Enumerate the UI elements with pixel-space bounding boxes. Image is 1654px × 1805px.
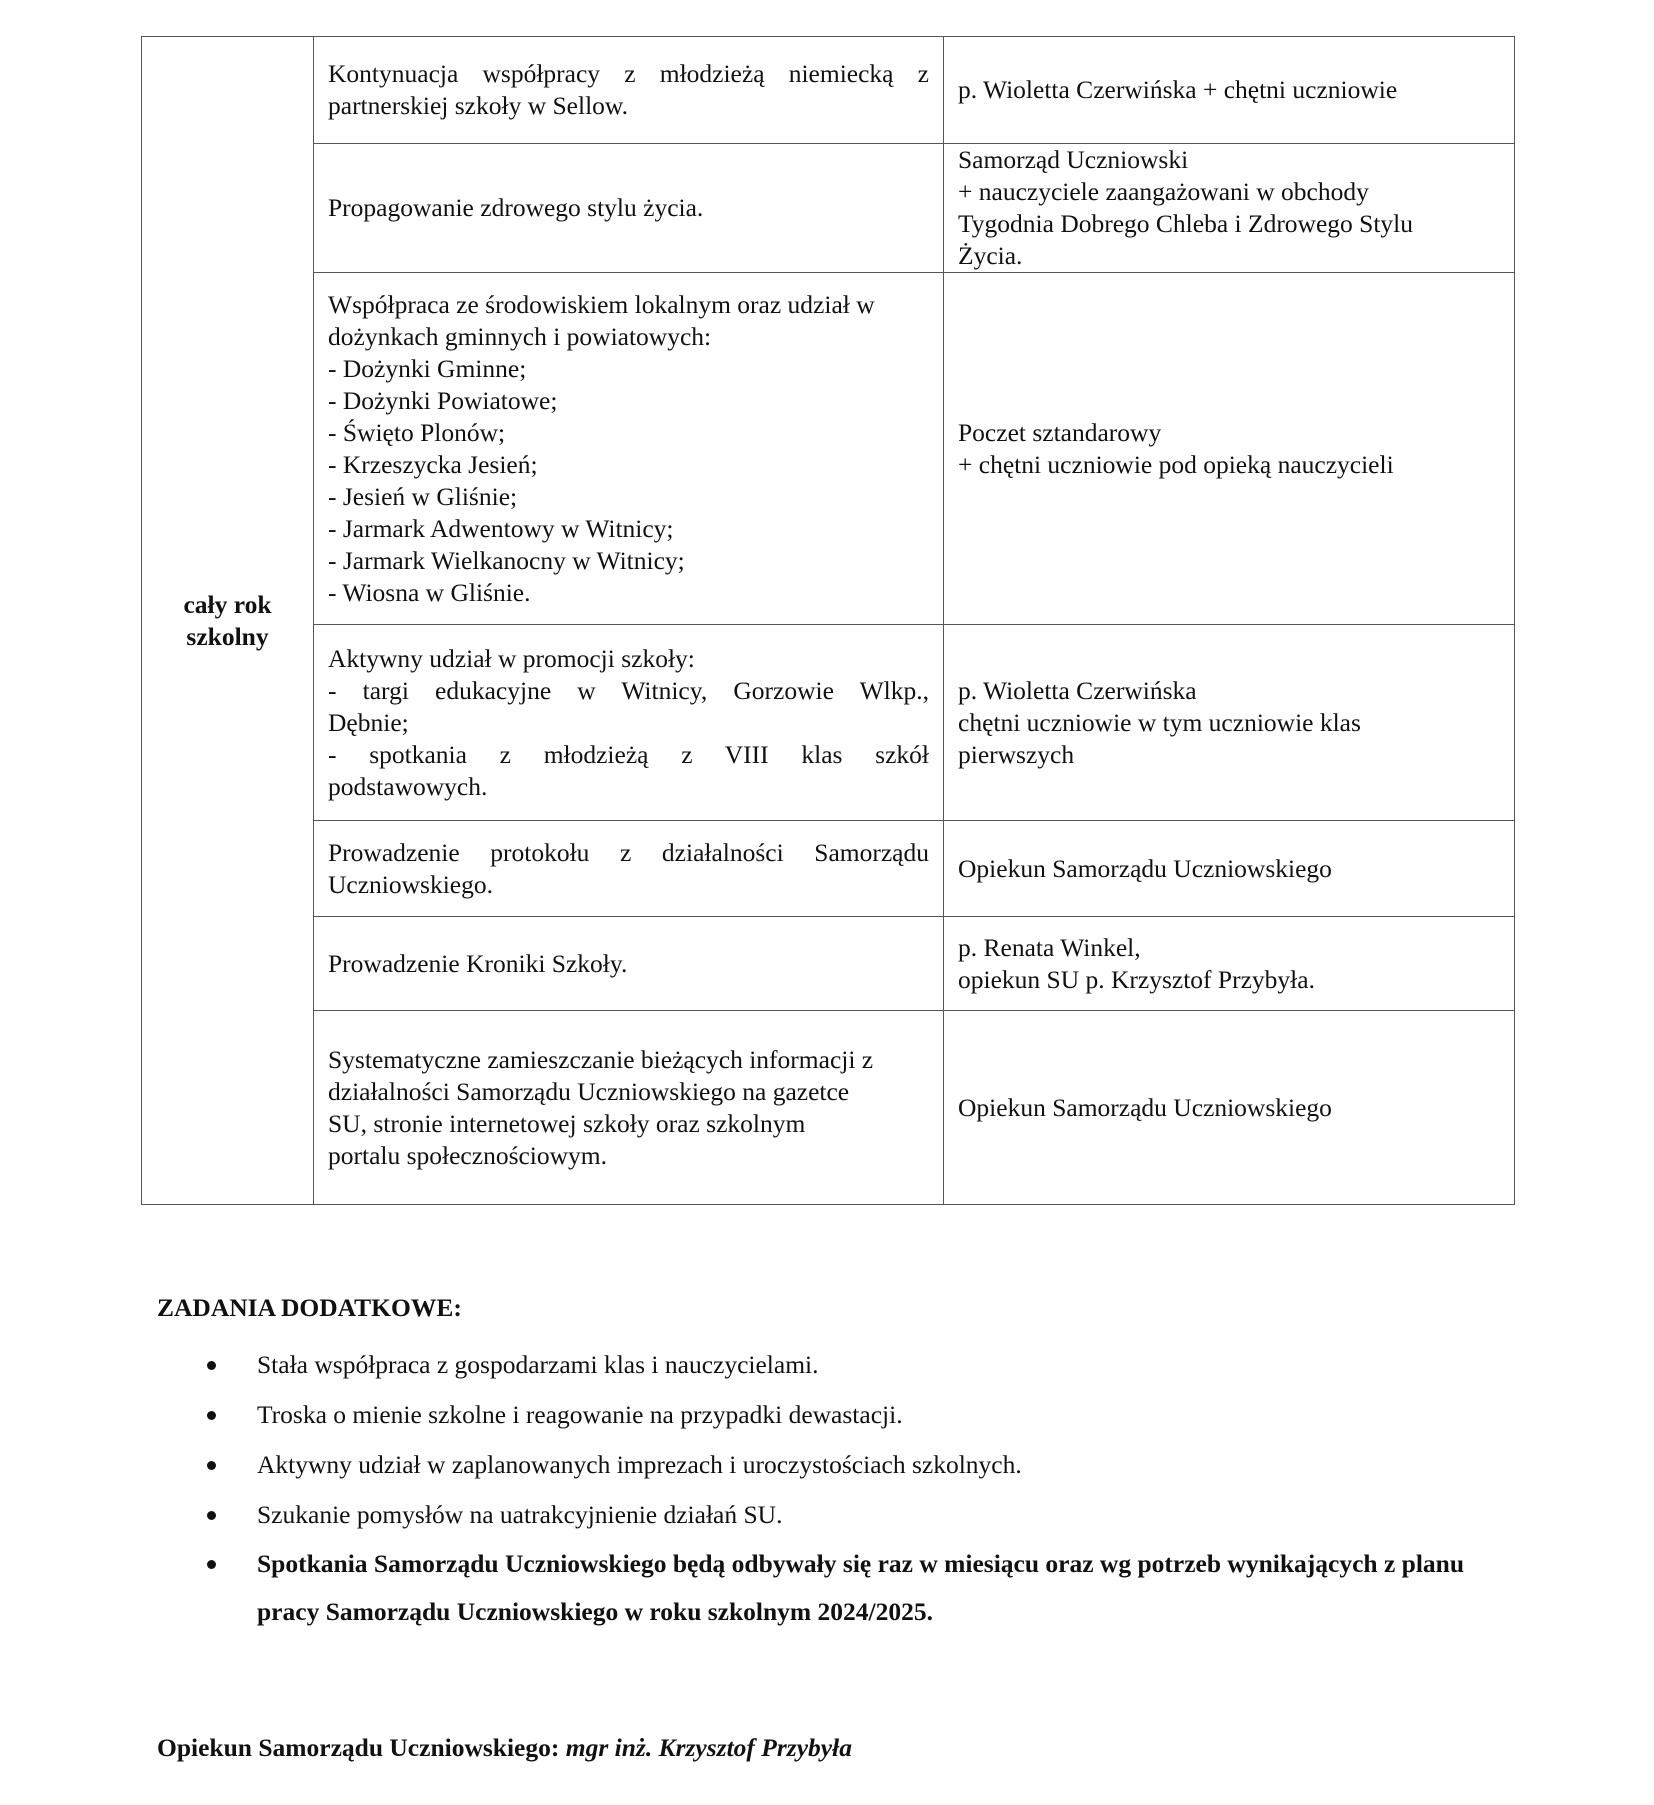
extra-tasks-list	[157, 1340, 1497, 1636]
responsible-cell: p. Renata Winkel, opiekun SU p. Krzysztof Przybyła.	[944, 917, 1515, 1011]
bullet-icon	[207, 1511, 216, 1520]
responsible-cell: p. Wioletta Czerwińska + chętni uczniowie	[944, 37, 1515, 144]
table-row	[142, 273, 1515, 625]
table-row	[142, 37, 1515, 144]
period-cell: cały rok szkolny	[142, 37, 314, 1205]
bullet-icon	[207, 1560, 216, 1569]
task-cell: Kontynuacja współpracy z młodzieżą niemiecką z partnerskiej szkoły w Sellow.	[314, 37, 944, 144]
table-row	[142, 144, 1515, 273]
task-cell: Propagowanie zdrowego stylu życia.	[314, 144, 944, 273]
signature-line	[157, 1732, 852, 1764]
list-item: Aktywny udział w zaplanowanych imprezach i uroczystościach szkolnych.	[157, 1440, 1497, 1490]
signature-label: Opiekun Samorządu Uczniowskiego:	[157, 1733, 560, 1762]
responsible-cell: Opiekun Samorządu Uczniowskiego	[944, 1011, 1515, 1205]
signature-name: mgr inż. Krzysztof Przybyła	[565, 1733, 852, 1762]
table-row	[142, 625, 1515, 821]
responsible-cell: Poczet sztandarowy + chętni uczniowie pod opieką nauczycieli	[944, 273, 1515, 625]
responsible-cell: Opiekun Samorządu Uczniowskiego	[944, 821, 1515, 917]
task-cell: Prowadzenie Kroniki Szkoły.	[314, 917, 944, 1011]
extra-tasks-section	[157, 1292, 1497, 1636]
task-cell: Współpraca ze środowiskiem lokalnym oraz udział w dożynkach gminnych i powiatowych: - Dożynki Gminne; - Dożynki Powiatowe; - Święto Plonów; - Krzeszycka Jesień; - Jesień w Gliśnie; - Jarmark Adwentowy w Witnicy; - Jarmark Wielkanocny w Witnicy; - Wiosna w Gliśnie.	[314, 273, 944, 625]
task-cell: Aktywny udział w promocji szkoły: - targi edukacyjne w Witnicy, Gorzowie Wlkp., Dębnie; - spotkania z młodzieżą z VIII klas szkół podstawowych.	[314, 625, 944, 821]
responsible-cell: Samorząd Uczniowski + nauczyciele zaangażowani w obchody Tygodnia Dobrego Chleba i Zdrowego Stylu Życia.	[944, 144, 1515, 273]
list-item: Szukanie pomysłów na uatrakcyjnienie działań SU.	[157, 1490, 1497, 1540]
table-row	[142, 917, 1515, 1011]
extra-tasks-heading: ZADANIA DODATKOWE:	[157, 1293, 462, 1322]
responsible-cell: p. Wioletta Czerwińska chętni uczniowie w tym uczniowie klas pierwszych	[944, 625, 1515, 821]
work-plan-table	[141, 36, 1515, 1205]
bullet-icon	[207, 1461, 216, 1470]
task-cell: Prowadzenie protokołu z działalności Samorządu Uczniowskiego.	[314, 821, 944, 917]
bullet-icon	[207, 1361, 216, 1370]
table-row	[142, 821, 1515, 917]
table-row	[142, 1011, 1515, 1205]
list-item-meetings: Spotkania Samorządu Uczniowskiego będą odbywały się raz w miesiącu oraz wg potrzeb wynikających z planu pracy Samorządu Uczniowskiego w roku szkolnym 2024/2025.	[157, 1540, 1497, 1636]
list-item: Troska o mienie szkolne i reagowanie na przypadki dewastacji.	[157, 1390, 1497, 1440]
list-item: Stała współpraca z gospodarzami klas i nauczycielami.	[157, 1340, 1497, 1390]
bullet-icon	[207, 1411, 216, 1420]
task-cell: Systematyczne zamieszczanie bieżących informacji z działalności Samorządu Uczniowskiego na gazetce SU, stronie internetowej szkoły oraz szkolnym portalu społecznościowym.	[314, 1011, 944, 1205]
